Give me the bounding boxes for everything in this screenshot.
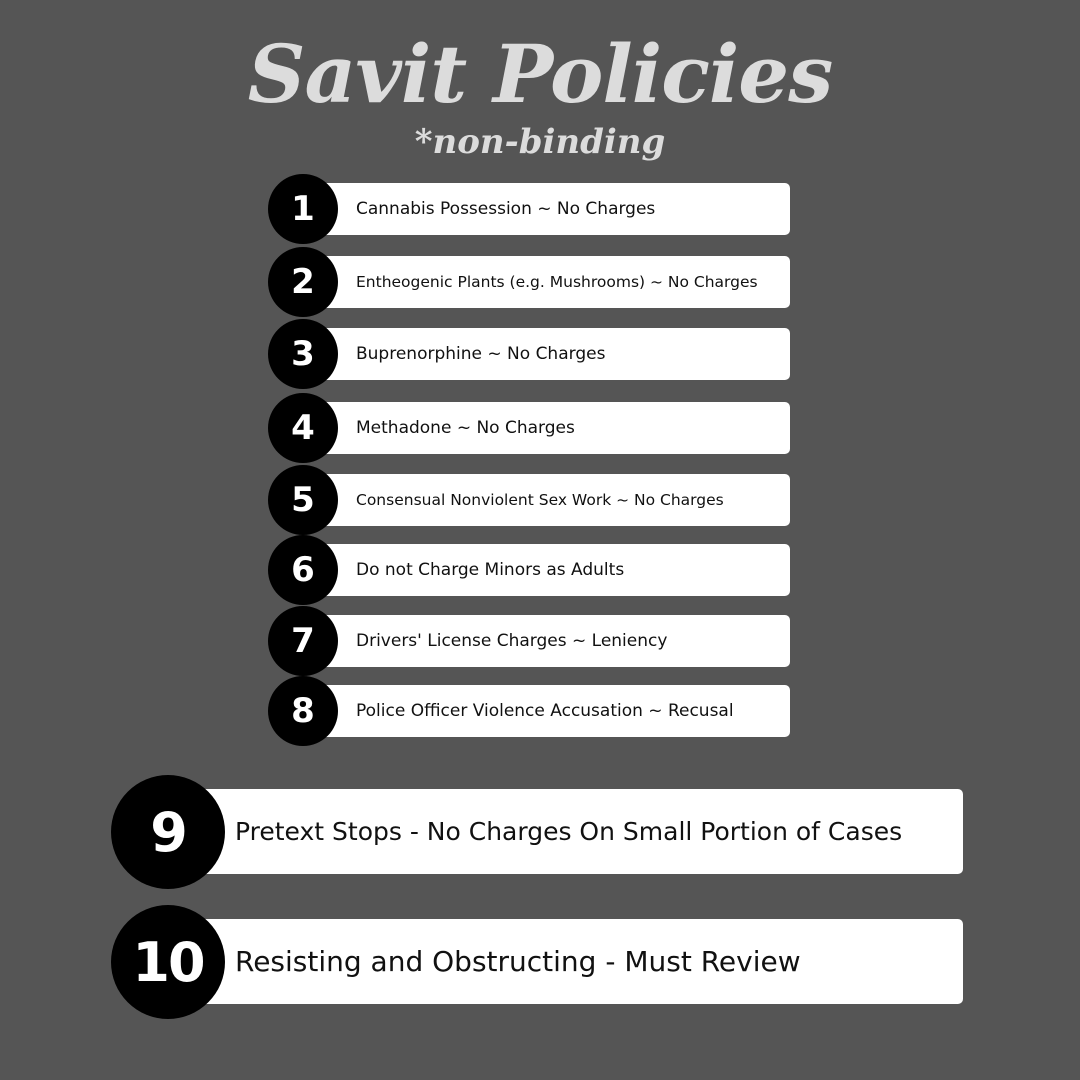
page-subtitle: *non-binding	[414, 122, 666, 162]
policy-item	[268, 606, 790, 676]
policy-number-badge: 4	[268, 393, 338, 463]
policy-item	[268, 393, 790, 463]
policy-item	[268, 247, 790, 317]
policy-item	[111, 775, 963, 889]
policy-number-badge: 9	[111, 775, 225, 889]
policy-number-badge: 8	[268, 676, 338, 746]
policy-label: Entheogenic Plants (e.g. Mushrooms) ~ No Charges	[294, 256, 790, 308]
policy-label: Police Officer Violence Accusation ~ Recusal	[294, 685, 790, 737]
policy-number-badge: 3	[268, 319, 338, 389]
policy-item	[111, 905, 963, 1019]
page-title: Savit Policies	[247, 27, 833, 121]
policy-label: Methadone ~ No Charges	[294, 402, 790, 454]
policy-label: Pretext Stops - No Charges On Small Portion of Cases	[171, 789, 963, 874]
policy-label: Cannabis Possession ~ No Charges	[294, 183, 790, 235]
policy-number-badge: 2	[268, 247, 338, 317]
policy-item	[268, 319, 790, 389]
policy-number-badge: 6	[268, 535, 338, 605]
policy-number-badge: 5	[268, 465, 338, 535]
policy-label: Drivers' License Charges ~ Leniency	[294, 615, 790, 667]
policy-number-badge: 10	[111, 905, 225, 1019]
policy-item	[268, 535, 790, 605]
policy-label: Resisting and Obstructing - Must Review	[171, 919, 963, 1004]
policy-label: Buprenorphine ~ No Charges	[294, 328, 790, 380]
policy-item	[268, 676, 790, 746]
policy-label: Do not Charge Minors as Adults	[294, 544, 790, 596]
policy-item	[268, 174, 790, 244]
policy-label: Consensual Nonviolent Sex Work ~ No Charges	[294, 474, 790, 526]
policy-item	[268, 465, 790, 535]
policy-number-badge: 1	[268, 174, 338, 244]
policy-number-badge: 7	[268, 606, 338, 676]
